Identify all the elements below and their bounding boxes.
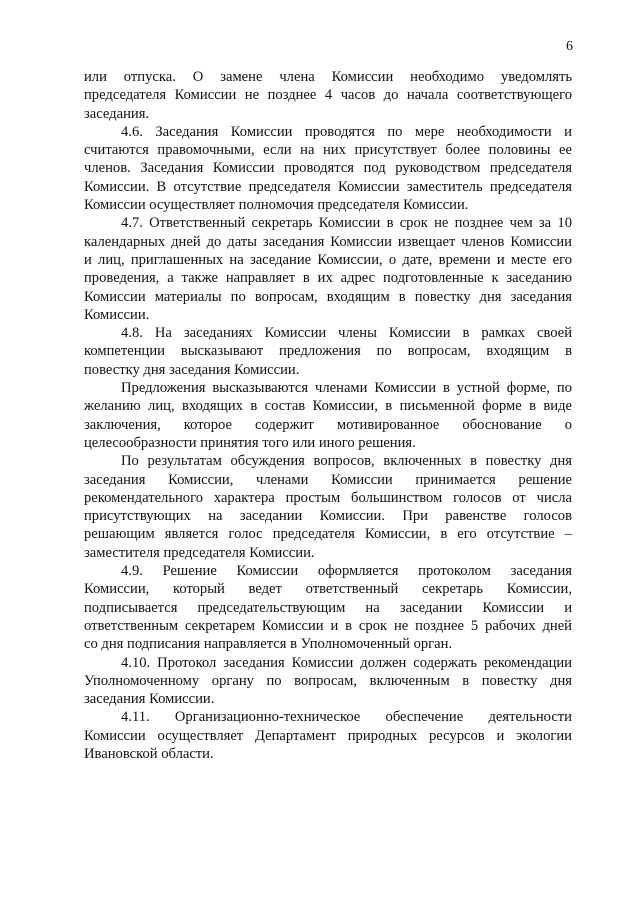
text-line: считаются правомочными, если на них присутствует более половины ее bbox=[84, 142, 572, 159]
text-line: со дня подписания направляется в Уполномоченный орган. bbox=[84, 636, 453, 653]
text-line: 4.7. Ответственный секретарь Комиссии в срок не позднее чем за 10 bbox=[121, 215, 572, 232]
text-line: 4.11. Организационно-техническое обеспечение деятельности bbox=[121, 709, 572, 726]
text-line: 4.8. На заседаниях Комиссии члены Комиссии в рамках своей bbox=[121, 325, 572, 342]
text-line: рекомендательного характера простым большинством голосов от числа bbox=[84, 489, 572, 506]
text-line: Комиссии. bbox=[84, 306, 150, 323]
paragraph bbox=[84, 452, 572, 562]
text-line: 4.6. Заседания Комиссии проводятся по мере необходимости и bbox=[121, 123, 572, 140]
text-line: заместителя председателя Комиссии. bbox=[84, 544, 315, 561]
text-line: Комиссии. В отсутствие председателя Комиссии заместитель председателя bbox=[84, 178, 572, 195]
text-line: Предложения высказываются членами Комиссии в устной форме, по bbox=[121, 380, 572, 397]
text-line: Уполномоченному органу по вопросам, включенным в повестку дня bbox=[84, 672, 572, 689]
text-line: 4.9. Решение Комиссии оформляется протоколом заседания bbox=[121, 563, 572, 580]
paragraph bbox=[84, 123, 572, 214]
text-line: и лиц, приглашенных на заседание Комиссии, о дате, времени и месте его bbox=[84, 251, 572, 268]
text-line: или отпуска. О замене члена Комиссии необходимо уведомлять bbox=[84, 69, 572, 85]
text-line: календарных дней до даты заседания Комиссии извещает членов Комиссии bbox=[84, 233, 572, 250]
text-line: проведения, а также направляет в их адрес подготовленные к заседанию bbox=[84, 270, 572, 287]
text-line: повестку дня заседания Комиссии. bbox=[84, 361, 300, 378]
text-line: заключения, которое содержит мотивированное обоснование о bbox=[84, 416, 572, 433]
text-line: Комиссии материалы по вопросам, входящим в повестку дня заседания bbox=[84, 288, 572, 305]
text-line: По результатам обсуждения вопросов, включенных в повестку дня bbox=[121, 453, 572, 470]
paragraph bbox=[84, 708, 572, 763]
text-line: заседания Комиссии. bbox=[84, 691, 215, 708]
paragraph bbox=[84, 324, 572, 379]
paragraph bbox=[84, 214, 572, 324]
document-body bbox=[84, 68, 572, 763]
text-line: Комиссии осуществляет полномочия председателя Комиссии. bbox=[84, 197, 469, 214]
text-line: Комиссии, который ведет ответственный секретарь Комиссии, bbox=[84, 581, 572, 598]
page-number: 6 bbox=[566, 39, 573, 54]
text-line: ответственным секретарем Комиссии и в срок не позднее 5 рабочих дней bbox=[84, 617, 572, 634]
text-line: целесообразности принятия того или иного решения. bbox=[84, 434, 416, 451]
paragraph bbox=[84, 562, 572, 653]
text-line: Комиссии осуществляет Департамент природных ресурсов и экологии bbox=[84, 727, 572, 744]
paragraph bbox=[84, 379, 572, 452]
text-line: членов. Заседания Комиссии проводятся под руководством председателя bbox=[84, 160, 572, 177]
text-line: председателя Комиссии не позднее 4 часов до начала соответствующего bbox=[84, 87, 572, 104]
text-line: Ивановской области. bbox=[84, 745, 214, 762]
text-line: присутствующих на заседании Комиссии. При равенстве голосов bbox=[84, 508, 572, 525]
text-line: заседания Комиссии, членами Комиссии принимается решение bbox=[84, 471, 572, 488]
paragraph bbox=[84, 68, 572, 123]
text-line: подписывается председательствующим на заседании Комиссии и bbox=[84, 599, 572, 616]
text-line: 4.10. Протокол заседания Комиссии должен содержать рекомендации bbox=[121, 654, 572, 671]
text-line: компетенции высказывают предложения по вопросам, входящим в bbox=[84, 343, 572, 360]
text-line: решающим является голос председателя Комиссии, в его отсутствие – bbox=[84, 526, 572, 543]
text-line: заседания. bbox=[84, 105, 150, 122]
paragraph bbox=[84, 654, 572, 709]
text-line: желанию лиц, входящих в состав Комиссии, в письменной форме в виде bbox=[84, 398, 572, 415]
